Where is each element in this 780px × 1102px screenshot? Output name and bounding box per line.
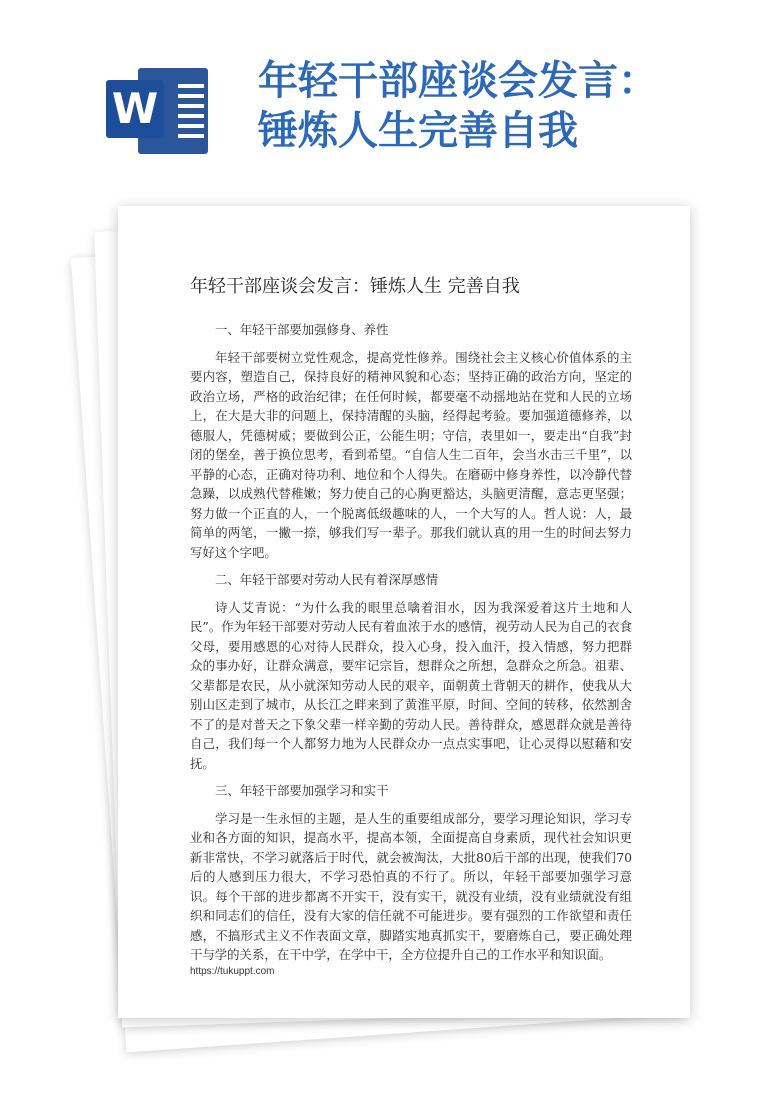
section-3-paragraph: 学习是一生永恒的主题，是人生的重要组成部分，要学习理论知识，学习专业和各方面的知识，提高水平，提高本领，全面提高自身素质，现代社会知识更新非常快，不学习就落后于时代，就会被淘汰，大批80后干部的出现，使我们70后的人感到压力很大，不学习恐怕真的不行了。所以，年轻干部要加强学习意识。每个干部的进步都离不开实干，没有实干，就没有业绩，没有业绩就没有组织和同志们的信任，没有大家的信任就不可能进步。要有强烈的工作欲望和责任感，不搞形式主义不作表面文章，脚踏实地真抓实干，要磨炼自己，要正确处理干与学的关系，在干中学，在学中干，全方位提升自己的工作水平和知识面。 bbox=[190, 810, 632, 962]
section-heading-3: 三、年轻干部要加强学习和实干 bbox=[215, 783, 389, 798]
section-heading-2: 二、年轻干部要对劳动人民有着深厚感情 bbox=[215, 572, 439, 587]
header-title bbox=[258, 56, 758, 156]
word-logo-letter: W bbox=[106, 80, 164, 138]
document-page bbox=[118, 206, 690, 1018]
page-header bbox=[0, 0, 780, 200]
section-2-paragraph: 诗人艾青说：“为什么我的眼里总噙着泪水，因为我深爱着这片土地和人民”。作为年轻干部要对劳动人民有着血浓于水的感情，视劳动人民为自己的衣食父母，要用感恩的心对待人民群众，投入心身，投入血汗，投入情感，努力把群众的事办好，让群众满意，要牢记宗旨，想群众之所想，急群众之所急。祖辈、父辈都是农民，从小就深知劳动人民的艰辛，面朝黄土背朝天的耕作，使我从大别山区走到了城市，从长江之畔来到了黄淮平原，时间、空间的转移，依然割舍不了的是对普天之下象父辈一样辛勤的劳动人民。善待群众，感恩群众就是善待自己，我们每一个人都努力地为人民群众办一点点实事吧，让心灵得以慰藉和安抚。 bbox=[190, 599, 632, 771]
document-body bbox=[190, 320, 632, 973]
document-title: 年轻干部座谈会发言：锤炼人生 完善自我 bbox=[190, 276, 520, 297]
header-title-line2: 锤炼人生完善自我 bbox=[258, 108, 578, 154]
footer-url[interactable]: https://tukuppt.com bbox=[190, 966, 275, 977]
word-document-icon bbox=[106, 68, 210, 154]
section-heading-1: 一、年轻干部要加强修身、养性 bbox=[215, 322, 389, 337]
section-1-paragraph: 年轻干部要树立党性观念，提高党性修养。围绕社会主义核心价值体系的主要内容，塑造自己，保持良好的精神风貌和心态；坚持正确的政治方向，坚定的政治立场，严格的政治纪律；在任何时候，都要毫不动摇地站在党和人民的立场上，在大是大非的问题上，保持清醒的头脑，经得起考验。要加强道德修养，以德服人，凭德树威；要做到公正，公能生明；守信，表里如一，要走出“自我”封闭的堡垒，善于换位思考，看到希望。“自信人生二百年，会当水击三千里”，以平静的心态，正确对待功利、地位和个人得失。在磨砺中修身养性，以冷静代替急躁，以成熟代替稚嫩；努力使自己的心胸更豁达，头脑更清醒，意志更坚强；努力做一个正直的人，一个脱离低级趣味的人，一个大写的人。哲人说：人，最简单的两笔，一撇一捺，够我们写一辈子。那我们就认真的用一生的时间去努力写好这个字吧。 bbox=[190, 349, 632, 560]
header-title-line1: 年轻干部座谈会发言： bbox=[258, 58, 658, 104]
